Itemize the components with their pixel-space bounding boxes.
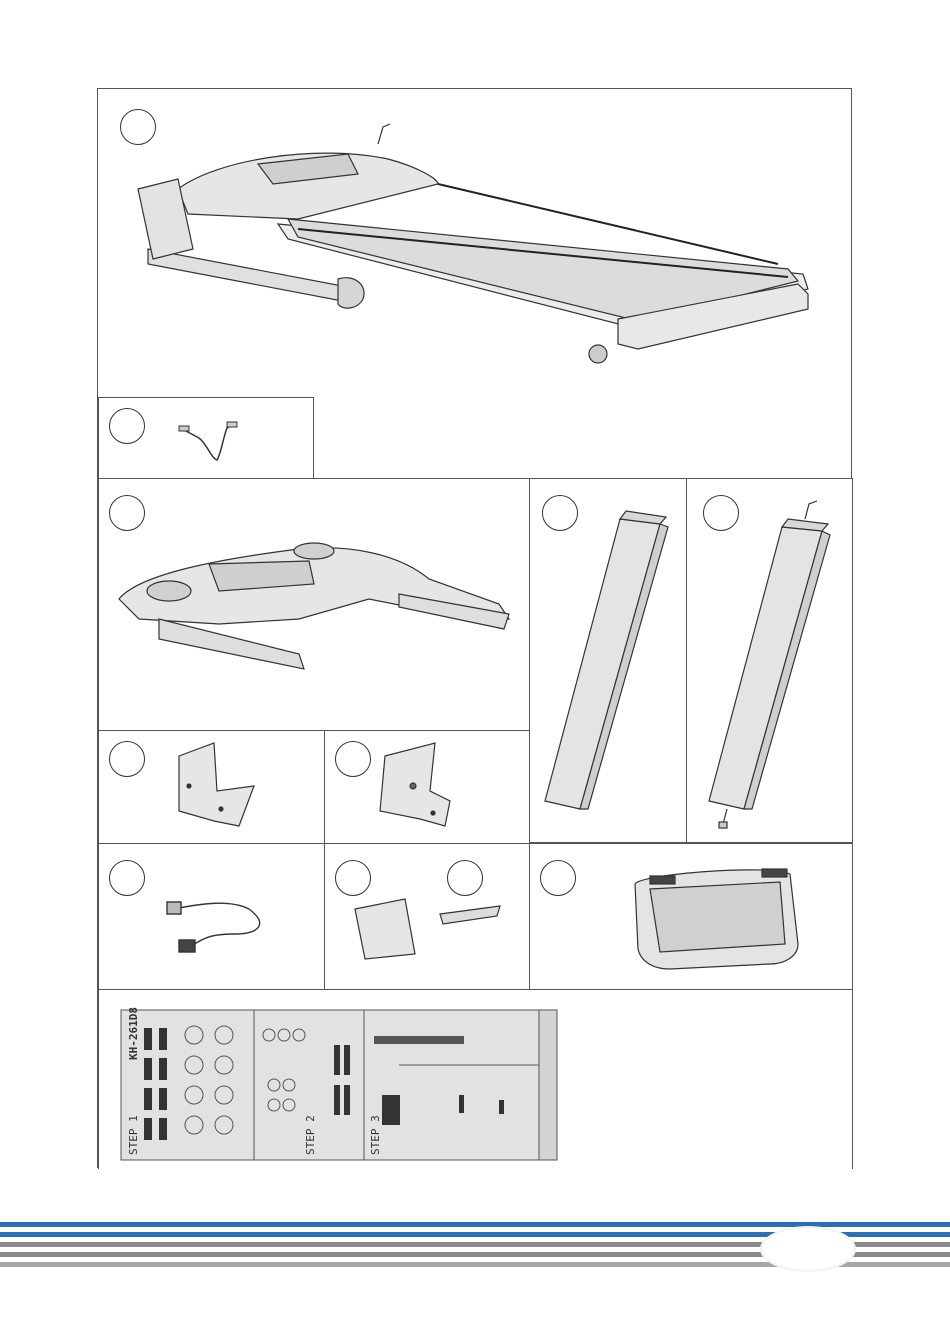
part-4-cell [529,478,687,843]
hardware-card-step-3: STEP 3 [369,1115,382,1155]
base-cover-icon [325,844,531,991]
part-7-cell [324,730,530,844]
part-11-cell [529,843,853,990]
right-upright-icon [687,479,854,844]
parts-frame [97,88,852,1168]
part-5-cell [686,478,853,843]
hardware-card-step-1: STEP 1 [127,1115,140,1155]
part-2-cell [98,397,314,479]
part-8-cell [98,843,325,990]
hardware-card-step-2: STEP 2 [304,1115,317,1155]
hardware-card-model: KH-261D8 [127,1007,140,1060]
left-upright-icon [530,479,688,844]
part-6-cell [98,730,325,844]
treadmill-base-icon [98,89,853,389]
part-9-10-cell [324,843,530,990]
audio-cable-icon [99,398,315,480]
part-3-cell [98,478,530,731]
motor-cover-icon [530,844,854,991]
footer-blue-bar-1 [0,1222,950,1227]
hardware-card-labels [99,990,854,1170]
power-cord-icon [99,844,326,991]
upright-cover-right-icon [325,731,531,845]
page-number-badge [762,1228,854,1270]
console-handlebar-icon [99,479,531,732]
part-12-cell [98,989,853,1169]
upright-cover-left-icon [99,731,326,845]
